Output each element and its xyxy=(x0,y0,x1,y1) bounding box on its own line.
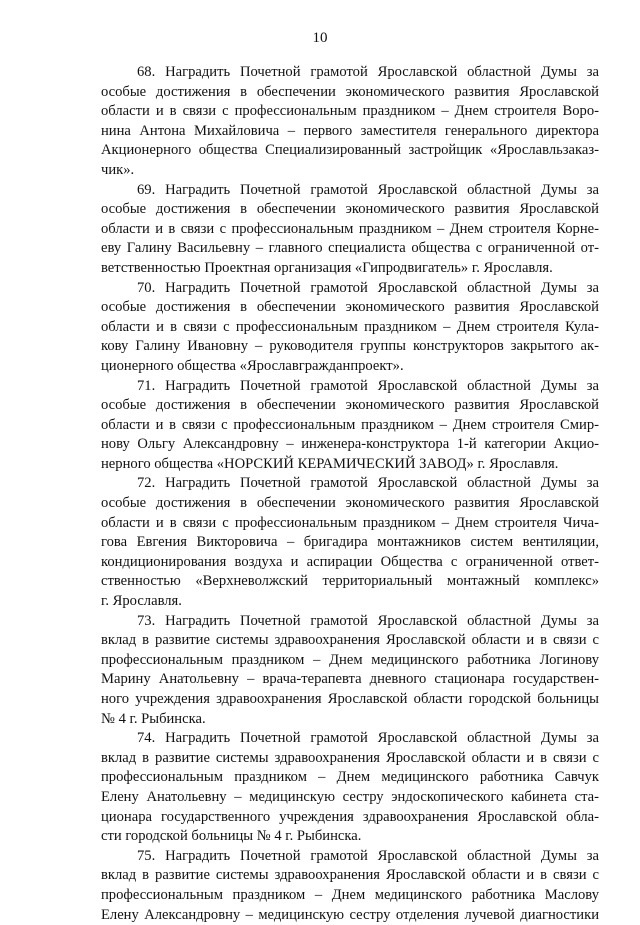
text-line: области и в связи с профессиональным праздником – Днем строителя Смир- xyxy=(101,416,599,433)
text-line: особые достижения в обеспечении экономического развития Ярославской xyxy=(101,201,599,218)
document-body xyxy=(101,63,599,925)
text-line: профессиональным праздником – Днем медицинского работника Маслову xyxy=(101,886,599,903)
text-line: кову Галину Ивановну – руководителя группы конструкторов закрытого ак- xyxy=(101,338,599,355)
text-line: профессиональным праздником – Днем медицинского работника Савчук xyxy=(101,769,599,786)
text-line: ционерного общества «Ярославгражданпроект». xyxy=(101,357,404,374)
paragraph-74 xyxy=(101,729,599,847)
paragraph-75 xyxy=(101,847,599,925)
text-line: области и в связи с профессиональным праздником – Днем строителя Корне- xyxy=(101,220,599,237)
text-line: профессиональным праздником – Днем медицинского работника Логинову xyxy=(101,651,599,668)
paragraph-70 xyxy=(101,279,599,377)
text-line: 71. Наградить Почетной грамотой Ярославской областной Думы за xyxy=(137,377,599,394)
text-line: области и в связи с профессиональным праздником – Днем строителя Воро- xyxy=(101,103,599,120)
text-line: Акционерного общества Специализированный застройщик «Ярославльзаказ- xyxy=(101,142,599,159)
text-line: 75. Наградить Почетной грамотой Ярославской областной Думы за xyxy=(137,847,599,864)
text-line: 69. Наградить Почетной грамотой Ярославской областной Думы за xyxy=(137,181,599,198)
text-line: № 4 г. Рыбинска. xyxy=(101,710,206,727)
text-line: Елену Александровну – медицинскую сестру отделения лучевой диагностики xyxy=(101,906,599,923)
text-line: ственностью «Верхневолжский территориальный монтажный комплекс» xyxy=(101,573,599,590)
text-line: гова Евгения Викторовича – бригадира монтажников систем вентиляции, xyxy=(101,534,599,551)
text-line: чик». xyxy=(101,161,135,178)
text-line: кондиционирования воздуха и аспирации Общества с ограниченной ответ- xyxy=(101,553,599,570)
text-line: еву Галину Васильевну – главного специалиста общества с ограниченной от- xyxy=(101,240,599,257)
text-line: нерного общества «НОРСКИЙ КЕРАМИЧЕСКИЙ ЗАВОД» г. Ярославля. xyxy=(101,455,559,472)
text-line: г. Ярославля. xyxy=(101,593,182,610)
paragraph-71 xyxy=(101,377,599,475)
text-line: Елену Анатольевну – медицинскую сестру эндоскопического кабинета ста- xyxy=(101,788,599,805)
text-line: ционара государственного учреждения здравоохранения Ярославской обла- xyxy=(101,808,599,825)
text-line: нову Ольгу Александровну – инженера-конструктора 1-й категории Акцио- xyxy=(101,436,599,453)
text-line: ного учреждения здравоохранения Ярославской области городской больницы xyxy=(101,691,599,707)
text-line: вклад в развитие системы здравоохранения Ярославской области и в связи с xyxy=(101,749,599,766)
text-line: особые достижения в обеспечении экономического развития Ярославской xyxy=(101,83,599,100)
text-line: 74. Наградить Почетной грамотой Ярославской областной Думы за xyxy=(137,730,599,747)
paragraph-73 xyxy=(101,612,599,730)
text-line: сти городской больницы № 4 г. Рыбинска. xyxy=(101,828,362,845)
text-line: ветственностью Проектная организация «Гипродвигатель» г. Ярославля. xyxy=(101,259,553,276)
text-line: области и в связи с профессиональным праздником – Днем строителя Чича- xyxy=(101,514,599,531)
paragraph-72 xyxy=(101,474,599,611)
text-line: Марину Анатольевну – врача-терапевта дневного стационара государствен- xyxy=(101,671,599,688)
text-line: 70. Наградить Почетной грамотой Ярославской областной Думы за xyxy=(137,279,599,296)
paragraph-69 xyxy=(101,181,599,279)
text-line: нина Антона Михайловича – первого заместителя генерального директора xyxy=(101,122,599,139)
text-line: особые достижения в обеспечении экономического развития Ярославской xyxy=(101,397,599,414)
page-number: 10 xyxy=(312,30,328,46)
text-line: особые достижения в обеспечении экономического развития Ярославской xyxy=(101,299,599,316)
text-line: вклад в развитие системы здравоохранения Ярославской области и в связи с xyxy=(101,867,599,884)
text-line: 73. Наградить Почетной грамотой Ярославской областной Думы за xyxy=(137,612,599,629)
text-line: 72. Наградить Почетной грамотой Ярославской областной Думы за xyxy=(137,475,599,492)
text-line: вклад в развитие системы здравоохранения Ярославской области и в связи с xyxy=(101,632,599,649)
text-line: 68. Наградить Почетной грамотой Ярославской областной Думы за xyxy=(137,64,599,80)
paragraph-68 xyxy=(101,63,599,181)
text-line: особые достижения в обеспечении экономического развития Ярославской xyxy=(101,495,599,512)
text-line: области и в связи с профессиональным праздником – Днем строителя Кула- xyxy=(101,318,599,335)
